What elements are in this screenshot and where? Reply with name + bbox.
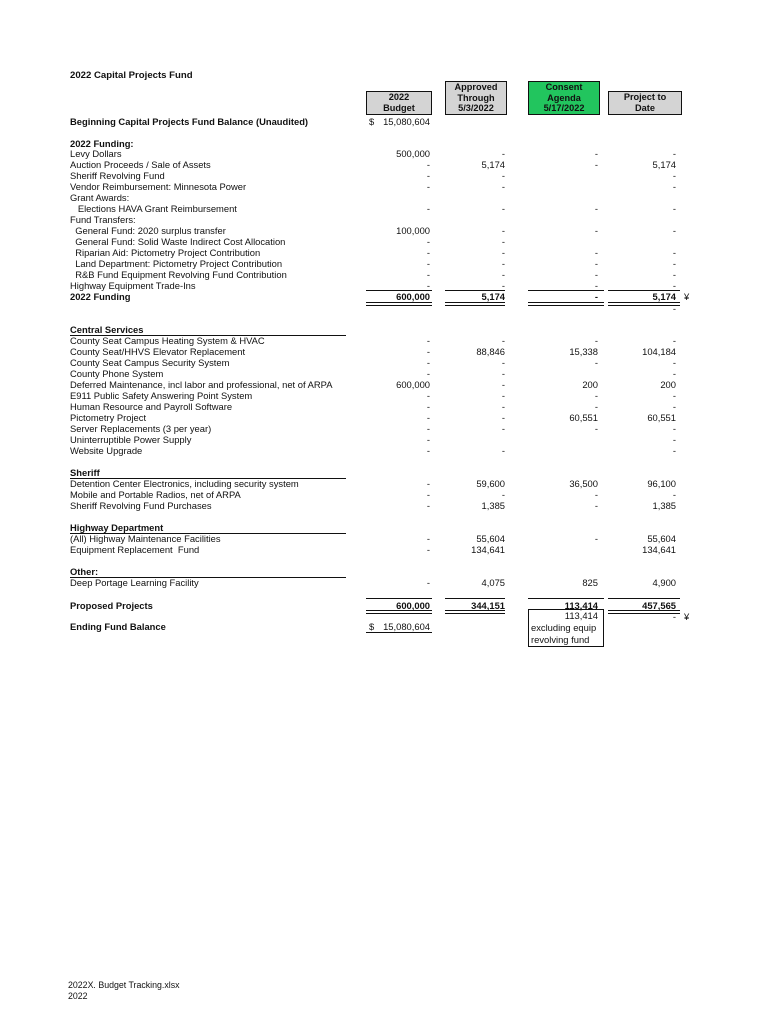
funding-row-project-to-date: - bbox=[672, 247, 676, 258]
funding-total-ptd: 5,174 bbox=[652, 291, 676, 302]
col-header-consent-line2: Agenda bbox=[547, 92, 581, 103]
sheriff-row-label: Sheriff Revolving Fund Purchases bbox=[70, 500, 212, 511]
central-services-row-approved: - bbox=[501, 445, 505, 456]
central-services-row-budget: - bbox=[426, 390, 430, 401]
sheriff-row-approved: 1,385 bbox=[481, 500, 505, 511]
proposed-line-ptd bbox=[608, 598, 680, 599]
ending-balance-currency: $ bbox=[369, 621, 375, 632]
col-header-ptd-line2: Date bbox=[635, 102, 655, 113]
sheriff-row-label: Detention Center Electronics, including security system bbox=[70, 478, 299, 489]
central-services-row-consent: - bbox=[594, 423, 598, 434]
sheriff-row-budget: - bbox=[426, 500, 430, 511]
col-header-budget-line1: 2022 bbox=[388, 92, 410, 102]
highway-row-approved: 55,604 bbox=[476, 533, 505, 544]
central-services-row-label: County Phone System bbox=[70, 368, 164, 379]
funding-row-project-to-date: - bbox=[672, 225, 676, 236]
col-header-approved-line3: 5/3/2022 bbox=[458, 103, 494, 114]
central-services-row-label: Pictometry Project bbox=[70, 412, 147, 423]
central-services-row-project-to-date: - bbox=[672, 368, 676, 379]
sheriff-row-consent: - bbox=[594, 489, 598, 500]
central-services-row-label: County Seat/HHVS Elevator Replacement bbox=[70, 346, 246, 357]
funding-row-label: Highway Equipment Trade-Ins bbox=[70, 280, 196, 291]
col-header-consent-line3: 5/17/2022 bbox=[543, 103, 585, 114]
funding-row-consent: - bbox=[594, 225, 598, 236]
central-services-row-consent: 200 bbox=[582, 379, 598, 390]
sheriff-row-approved: - bbox=[501, 489, 505, 500]
funding-row-budget: 100,000 bbox=[396, 225, 430, 236]
col-header-approved-line2: Through bbox=[457, 92, 495, 103]
funding-row-approved: - bbox=[501, 203, 505, 214]
central-services-row-project-to-date: - bbox=[672, 445, 676, 456]
funding-row-project-to-date: - bbox=[672, 203, 676, 214]
funding-total-mark: ¥ bbox=[684, 291, 690, 302]
central-services-row-project-to-date: - bbox=[672, 357, 676, 368]
other-row-consent: 825 bbox=[582, 577, 598, 588]
funding-row-budget: - bbox=[426, 269, 430, 280]
funding-row-label: Auction Proceeds / Sale of Assets bbox=[70, 159, 211, 170]
consent-note-line3: revolving fund bbox=[531, 634, 590, 645]
funding-row-project-to-date: - bbox=[672, 269, 676, 280]
funding-total-consent: - bbox=[594, 291, 598, 302]
central-services-row-consent: - bbox=[594, 390, 598, 401]
central-services-row-approved: 88,846 bbox=[476, 346, 505, 357]
central-services-row-budget: - bbox=[426, 401, 430, 412]
central-services-row-budget: - bbox=[426, 434, 430, 445]
central-services-row-approved: - bbox=[501, 423, 505, 434]
central-services-row-approved: - bbox=[501, 379, 505, 390]
central-services-row-budget: - bbox=[426, 335, 430, 346]
funding-row-consent: - bbox=[594, 258, 598, 269]
funding-row-label: General Fund: 2020 surplus transfer bbox=[70, 225, 226, 236]
funding-row-label: Levy Dollars bbox=[70, 148, 122, 159]
sheriff-row-approved: 59,600 bbox=[476, 478, 505, 489]
central-services-row-project-to-date: - bbox=[672, 335, 676, 346]
beginning-balance-budget: 15,080,604 bbox=[383, 116, 430, 127]
sheriff-row-label: Mobile and Portable Radios, net of ARPA bbox=[70, 489, 241, 500]
sheriff-row-project-to-date: 96,100 bbox=[647, 478, 676, 489]
central-services-row-label: Server Replacements (3 per year) bbox=[70, 423, 212, 434]
central-services-row-project-to-date: - bbox=[672, 423, 676, 434]
central-services-row-consent: - bbox=[594, 401, 598, 412]
central-services-row-approved: - bbox=[501, 390, 505, 401]
funding-row-approved: - bbox=[501, 236, 505, 247]
sheriff-row-consent: - bbox=[594, 500, 598, 511]
central-services-row-budget: - bbox=[426, 412, 430, 423]
footer-filename: 2022X. Budget Tracking.xlsx bbox=[68, 980, 180, 990]
funding-row-label: Grant Awards: bbox=[70, 192, 130, 203]
proposed-line-budget bbox=[366, 598, 432, 599]
funding-row-budget: - bbox=[426, 258, 430, 269]
col-header-approved-line1: Approved bbox=[454, 82, 498, 92]
consent-note-line1: 113,414 bbox=[564, 610, 598, 621]
proposed-budget: 600,000 bbox=[396, 600, 430, 611]
central-services-row-budget: - bbox=[426, 423, 430, 434]
footer-year: 2022 bbox=[68, 991, 88, 1001]
highway-row-project-to-date: 55,604 bbox=[647, 533, 676, 544]
funding-row-consent: - bbox=[594, 159, 598, 170]
highway-row-label: (All) Highway Maintenance Facilities bbox=[70, 533, 221, 544]
funding-total-budget: 600,000 bbox=[396, 291, 430, 302]
central-services-row-budget: - bbox=[426, 445, 430, 456]
funding-total-below: - bbox=[672, 303, 676, 314]
central-services-row-approved: - bbox=[501, 401, 505, 412]
sheriff-row-project-to-date: - bbox=[672, 489, 676, 500]
col-header-budget-line2: Budget bbox=[383, 102, 415, 113]
central-services-row-label: Human Resource and Payroll Software bbox=[70, 401, 233, 412]
ending-balance-ptd: - bbox=[672, 611, 676, 622]
sheriff-row-consent: 36,500 bbox=[569, 478, 598, 489]
central-services-row-project-to-date: - bbox=[672, 390, 676, 401]
highway-row-project-to-date: 134,641 bbox=[642, 544, 676, 555]
central-services-row-budget: - bbox=[426, 368, 430, 379]
report-title: 2022 Capital Projects Fund bbox=[70, 70, 193, 81]
funding-row-budget: - bbox=[426, 181, 430, 192]
col-header-ptd-line1: Project to bbox=[623, 92, 667, 102]
funding-row-approved: - bbox=[501, 269, 505, 280]
funding-row-budget: 500,000 bbox=[396, 148, 430, 159]
other-row-project-to-date: 4,900 bbox=[652, 577, 676, 588]
funding-row-project-to-date: - bbox=[672, 170, 676, 181]
col-header-consent-line1: Consent bbox=[545, 82, 583, 92]
funding-total-label: 2022 Funding bbox=[70, 291, 131, 302]
central-services-row-label: Deferred Maintenance, incl labor and professional, net of ARPA bbox=[70, 379, 333, 390]
highway-row-budget: - bbox=[426, 544, 430, 555]
central-services-row-project-to-date: - bbox=[672, 401, 676, 412]
funding-row-project-to-date: - bbox=[672, 258, 676, 269]
funding-row-budget: - bbox=[426, 170, 430, 181]
highway-row-approved: 134,641 bbox=[471, 544, 505, 555]
funding-heading: 2022 Funding: bbox=[70, 138, 134, 149]
central-services-row-project-to-date: 104,184 bbox=[642, 346, 676, 357]
central-services-row-consent: - bbox=[594, 335, 598, 346]
col-header-budget bbox=[366, 91, 432, 115]
proposed-line-approved bbox=[445, 598, 505, 599]
page-footer bbox=[68, 980, 180, 1002]
funding-row-project-to-date: - bbox=[672, 280, 676, 291]
central-services-row-project-to-date: 200 bbox=[660, 379, 676, 390]
central-services-row-project-to-date: 60,551 bbox=[647, 412, 676, 423]
col-header-consent bbox=[528, 81, 600, 115]
funding-row-consent: - bbox=[594, 247, 598, 258]
funding-row-consent: - bbox=[594, 148, 598, 159]
sheriff-row-project-to-date: 1,385 bbox=[652, 500, 676, 511]
ending-balance-underline bbox=[366, 632, 432, 633]
central-services-row-approved: - bbox=[501, 412, 505, 423]
funding-row-consent: - bbox=[594, 269, 598, 280]
funding-row-approved: - bbox=[501, 181, 505, 192]
central-services-row-approved: - bbox=[501, 368, 505, 379]
central-services-row-approved: - bbox=[501, 335, 505, 346]
proposed-line-consent bbox=[528, 598, 604, 599]
funding-row-approved: - bbox=[501, 280, 505, 291]
consent-note-line2: excluding equip bbox=[531, 622, 597, 633]
other-heading: Other: bbox=[70, 566, 99, 577]
funding-double-line-approved bbox=[445, 302, 505, 306]
central-services-row-label: County Seat Campus Heating System & HVAC bbox=[70, 335, 265, 346]
funding-row-approved: - bbox=[501, 258, 505, 269]
beginning-balance-currency: $ bbox=[369, 116, 375, 127]
proposed-approved: 344,151 bbox=[471, 600, 505, 611]
funding-row-approved: - bbox=[501, 148, 505, 159]
funding-total-approved: 5,174 bbox=[481, 291, 505, 302]
funding-row-project-to-date: - bbox=[672, 181, 676, 192]
funding-row-label: General Fund: Solid Waste Indirect Cost Allocation bbox=[70, 236, 286, 247]
proposed-ptd: 457,565 bbox=[642, 600, 676, 611]
sheriff-heading: Sheriff bbox=[70, 467, 100, 478]
central-services-row-approved: - bbox=[501, 357, 505, 368]
sheriff-row-budget: - bbox=[426, 478, 430, 489]
highway-row-consent: - bbox=[594, 533, 598, 544]
funding-row-label: R&B Fund Equipment Revolving Fund Contribution bbox=[70, 269, 287, 280]
highway-heading: Highway Department bbox=[70, 522, 164, 533]
funding-row-label: Fund Transfers: bbox=[70, 214, 136, 225]
ending-balance-mark: ¥ bbox=[684, 611, 690, 622]
central-services-row-budget: 600,000 bbox=[396, 379, 430, 390]
funding-row-consent: - bbox=[594, 203, 598, 214]
funding-row-label: Vendor Reimbursement: Minnesota Power bbox=[70, 181, 247, 192]
funding-row-approved: - bbox=[501, 170, 505, 181]
highway-row-label: Equipment Replacement Fund bbox=[70, 544, 200, 555]
funding-row-project-to-date: - bbox=[672, 148, 676, 159]
funding-row-label: Elections HAVA Grant Reimbursement bbox=[70, 203, 237, 214]
funding-row-approved: 5,174 bbox=[481, 159, 505, 170]
other-row-label: Deep Portage Learning Facility bbox=[70, 577, 199, 588]
funding-row-approved: - bbox=[501, 247, 505, 258]
highway-row-budget: - bbox=[426, 533, 430, 544]
ending-balance-label: Ending Fund Balance bbox=[70, 621, 166, 632]
central-services-row-label: Website Upgrade bbox=[70, 445, 143, 456]
funding-row-budget: - bbox=[426, 247, 430, 258]
col-header-approved bbox=[445, 81, 507, 115]
central-services-row-label: Uninterruptible Power Supply bbox=[70, 434, 192, 445]
central-services-heading: Central Services bbox=[70, 324, 144, 335]
proposed-consent: 113,414 bbox=[564, 600, 598, 611]
funding-row-label: Riparian Aid: Pictometry Project Contribution bbox=[70, 247, 261, 258]
funding-row-budget: - bbox=[426, 280, 430, 291]
funding-row-label: Sheriff Revolving Fund bbox=[70, 170, 165, 181]
funding-row-consent: - bbox=[594, 280, 598, 291]
ending-balance-budget: 15,080,604 bbox=[383, 621, 430, 632]
central-services-row-project-to-date: - bbox=[672, 434, 676, 445]
funding-double-line-budget bbox=[366, 302, 432, 306]
funding-row-approved: - bbox=[501, 225, 505, 236]
other-row-budget: - bbox=[426, 577, 430, 588]
beginning-balance-label: Beginning Capital Projects Fund Balance (Unaudited) bbox=[70, 116, 309, 127]
funding-row-budget: - bbox=[426, 203, 430, 214]
central-services-row-budget: - bbox=[426, 346, 430, 357]
central-services-row-budget: - bbox=[426, 357, 430, 368]
funding-row-project-to-date: 5,174 bbox=[652, 159, 676, 170]
funding-row-budget: - bbox=[426, 236, 430, 247]
funding-row-budget: - bbox=[426, 159, 430, 170]
central-services-row-consent: 60,551 bbox=[569, 412, 598, 423]
central-services-row-label: County Seat Campus Security System bbox=[70, 357, 230, 368]
proposed-label: Proposed Projects bbox=[70, 600, 153, 611]
funding-row-label: Land Department: Pictometry Project Contribution bbox=[70, 258, 283, 269]
col-header-project-to-date bbox=[608, 91, 682, 115]
central-services-row-consent: 15,338 bbox=[569, 346, 598, 357]
funding-double-line-consent bbox=[528, 302, 604, 306]
central-services-row-consent: - bbox=[594, 357, 598, 368]
central-services-row-label: E911 Public Safety Answering Point System bbox=[70, 390, 253, 401]
sheriff-row-budget: - bbox=[426, 489, 430, 500]
proposed-double-line-budget bbox=[366, 610, 432, 614]
proposed-double-line-approved bbox=[445, 610, 505, 614]
other-row-approved: 4,075 bbox=[481, 577, 505, 588]
